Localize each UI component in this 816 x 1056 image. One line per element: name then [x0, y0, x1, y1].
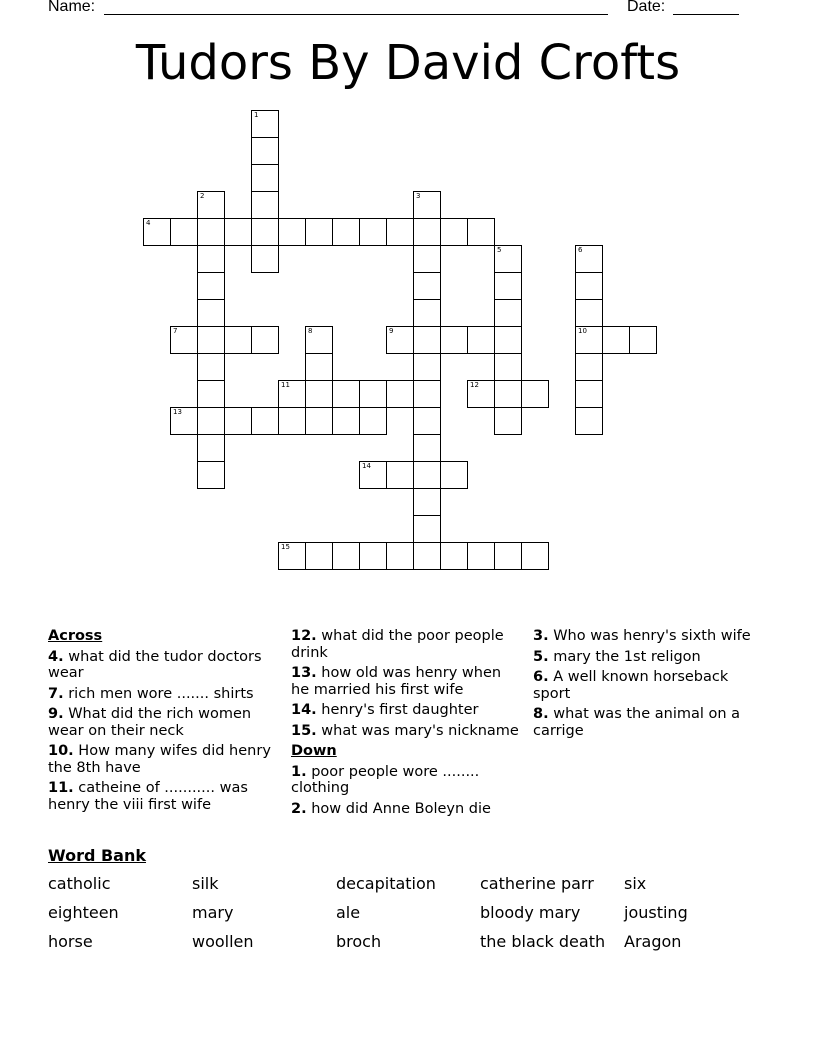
crossword-cell[interactable] [467, 542, 495, 570]
clue-number: 10 [578, 327, 587, 335]
clue-number: 9. [48, 706, 64, 722]
clue-number: 4. [48, 648, 64, 665]
crossword-cell[interactable] [494, 407, 522, 435]
crossword-cell[interactable] [575, 299, 603, 327]
crossword-cell[interactable] [197, 245, 225, 273]
crossword-cell[interactable] [467, 326, 495, 354]
word-bank-item: silk [192, 874, 219, 893]
crossword-cell[interactable] [278, 542, 306, 570]
clue-number: 5 [497, 246, 502, 254]
clue-text: how old was henry when he married his first wife [291, 665, 502, 698]
crossword-cell[interactable] [224, 407, 252, 435]
clue-text: what was mary's nickname [316, 722, 519, 739]
clue-text: rich men wore ....... shirts [63, 685, 254, 702]
clue-number: 3 [416, 192, 421, 200]
clue-text: how did Anne Boleyn die [306, 800, 491, 817]
clue-number: 8 [308, 327, 313, 335]
word-bank-item: bloody mary [480, 903, 581, 922]
crossword-cell[interactable] [332, 407, 360, 435]
name-label: Name: [48, 0, 96, 15]
word-bank-item: the black death [480, 932, 606, 951]
clue-item [291, 723, 519, 740]
clue-number: 7. [48, 685, 64, 702]
crossword-cell[interactable] [413, 515, 441, 543]
crossword-cell[interactable] [197, 407, 225, 435]
crossword-cell[interactable] [413, 191, 441, 219]
crossword-cell[interactable] [494, 272, 522, 300]
clue-number: 11. [48, 780, 74, 796]
crossword-cell[interactable] [494, 299, 522, 327]
crossword-cell[interactable] [521, 380, 549, 408]
crossword-cell[interactable] [413, 353, 441, 381]
clue-number: 13 [173, 408, 182, 416]
crossword-cell[interactable] [251, 137, 279, 165]
clue-text: What did the rich women wear on their neck [48, 706, 252, 739]
clue-item [533, 706, 761, 739]
clue-text: A well known horseback sport [533, 669, 729, 702]
crossword-cell[interactable] [197, 326, 225, 354]
crossword-cell[interactable] [386, 218, 414, 246]
clue-number: 9 [389, 327, 394, 335]
clue-item [291, 801, 519, 818]
crossword-cell[interactable] [413, 299, 441, 327]
crossword-cell[interactable] [575, 245, 603, 273]
clue-number: 6 [578, 246, 583, 254]
crossword-cell[interactable] [359, 218, 387, 246]
crossword-cell[interactable] [251, 218, 279, 246]
across-clue-list [48, 649, 276, 814]
clue-text: henry's first daughter [316, 702, 479, 718]
down-clue-list [291, 764, 519, 818]
crossword-cell[interactable] [332, 380, 360, 408]
crossword-cell[interactable] [359, 380, 387, 408]
clue-number: 10. [48, 743, 74, 759]
crossword-cell[interactable] [305, 353, 333, 381]
crossword-cell[interactable] [602, 326, 630, 354]
crossword-cell[interactable] [494, 326, 522, 354]
crossword-cell[interactable] [224, 326, 252, 354]
clue-item [291, 665, 519, 698]
clue-number: 7 [173, 327, 178, 335]
clue-text: what was the animal on a carrige [533, 706, 741, 739]
clue-text: How many wifes did henry the 8th have [48, 743, 271, 776]
crossword-cell[interactable] [224, 218, 252, 246]
clue-text: what did the poor people drink [291, 628, 504, 661]
clue-number: 11 [281, 381, 290, 389]
clue-text: mary the 1st religon [548, 648, 701, 665]
word-bank-item: catholic [48, 874, 111, 893]
clue-number: 5. [533, 648, 549, 665]
clue-text: what did the tudor doctors wear [48, 648, 262, 681]
word-bank-item: Aragon [624, 932, 682, 951]
crossword-cell[interactable] [440, 326, 468, 354]
crossword-cell[interactable] [170, 326, 198, 354]
crossword-cell[interactable] [305, 218, 333, 246]
crossword-cell[interactable] [278, 218, 306, 246]
crossword-cell[interactable] [521, 542, 549, 570]
word-bank-item: decapitation [336, 874, 436, 893]
crossword-cell[interactable] [413, 326, 441, 354]
crossword-cell[interactable] [575, 326, 603, 354]
word-bank-item: six [624, 874, 647, 893]
crossword-cell[interactable] [251, 326, 279, 354]
clue-item [291, 764, 519, 797]
clue-number: 2 [200, 192, 205, 200]
crossword-cell[interactable] [413, 407, 441, 435]
crossword-cell[interactable] [494, 245, 522, 273]
clue-item [48, 649, 276, 682]
crossword-cell[interactable] [251, 407, 279, 435]
crossword-cell[interactable] [332, 218, 360, 246]
crossword-cell[interactable] [305, 380, 333, 408]
crossword-cell[interactable] [494, 380, 522, 408]
crossword-cell[interactable] [197, 434, 225, 462]
crossword-cell[interactable] [278, 380, 306, 408]
crossword-cell[interactable] [170, 218, 198, 246]
clue-number: 3. [533, 628, 549, 644]
clues-column-2 [291, 628, 519, 821]
crossword-cell[interactable] [197, 461, 225, 489]
down-clue-list-continued [533, 628, 761, 739]
crossword-cell[interactable] [386, 461, 414, 489]
crossword-cell[interactable] [386, 542, 414, 570]
clue-item [533, 669, 761, 702]
crossword-cell[interactable] [413, 218, 441, 246]
word-bank-item: mary [192, 903, 234, 922]
crossword-cell[interactable] [251, 245, 279, 273]
clue-number: 4 [146, 219, 151, 227]
crossword-cell[interactable] [575, 353, 603, 381]
crossword-cell[interactable] [197, 353, 225, 381]
crossword-cell[interactable] [440, 542, 468, 570]
clue-number: 1 [254, 111, 259, 119]
crossword-cell[interactable] [251, 110, 279, 138]
crossword-cell[interactable] [305, 542, 333, 570]
clue-number: 15 [281, 543, 290, 551]
clue-item [48, 743, 276, 776]
clue-number: 12 [470, 381, 479, 389]
crossword-cell[interactable] [467, 218, 495, 246]
clues-column-3 [533, 628, 761, 743]
crossword-cell[interactable] [413, 542, 441, 570]
crossword-cell[interactable] [251, 164, 279, 192]
clue-item [533, 628, 761, 645]
crossword-cell[interactable] [440, 461, 468, 489]
clue-number: 6. [533, 669, 549, 685]
crossword-cell[interactable] [494, 542, 522, 570]
crossword-cell[interactable] [332, 542, 360, 570]
clue-number: 14. [291, 702, 317, 718]
crossword-cell[interactable] [467, 380, 495, 408]
across-clue-list-continued [291, 628, 519, 739]
clue-item [48, 780, 276, 813]
crossword-cell[interactable] [197, 191, 225, 219]
crossword-cell[interactable] [278, 407, 306, 435]
clue-item [291, 702, 519, 719]
clue-item [48, 706, 276, 739]
crossword-cell[interactable] [359, 542, 387, 570]
crossword-cell[interactable] [494, 353, 522, 381]
word-bank-item: broch [336, 932, 382, 951]
crossword-cell[interactable] [575, 272, 603, 300]
crossword-cell[interactable] [413, 380, 441, 408]
crossword-cell[interactable] [413, 245, 441, 273]
crossword-cell[interactable] [197, 218, 225, 246]
crossword-cell[interactable] [143, 218, 171, 246]
clues-column-1 [48, 628, 276, 817]
crossword-cell[interactable] [197, 380, 225, 408]
crossword-cell[interactable] [386, 326, 414, 354]
word-bank-item: horse [48, 932, 93, 951]
clue-item [533, 649, 761, 666]
crossword-cell[interactable] [197, 299, 225, 327]
clue-number: 12. [291, 628, 317, 644]
clue-text: Who was henry's sixth wife [548, 628, 751, 644]
crossword-cell[interactable] [413, 461, 441, 489]
word-bank-item: ale [336, 903, 361, 922]
word-bank-item: eighteen [48, 903, 119, 922]
clue-text: catheine of ........... was henry the viii first wife [48, 780, 248, 813]
crossword-cell[interactable] [305, 326, 333, 354]
clue-number: 15. [291, 722, 317, 739]
page-title: Tudors By David Crofts [135, 35, 681, 91]
word-bank-item: jousting [624, 903, 688, 922]
word-bank-item: catherine parr [480, 874, 594, 893]
crossword-cell[interactable] [170, 407, 198, 435]
clue-number: 1. [291, 763, 307, 780]
clue-number: 14 [362, 462, 371, 470]
clue-number: 8. [533, 706, 549, 722]
crossword-cell[interactable] [197, 272, 225, 300]
crossword-cell[interactable] [251, 191, 279, 219]
clue-number: 2. [291, 800, 307, 817]
crossword-cell[interactable] [305, 407, 333, 435]
across-heading: Across [48, 628, 103, 644]
crossword-cell[interactable] [413, 488, 441, 516]
crossword-cell[interactable] [413, 272, 441, 300]
crossword-cell[interactable] [575, 407, 603, 435]
clue-item [48, 686, 276, 703]
crossword-cell[interactable] [386, 380, 414, 408]
crossword-cell[interactable] [629, 326, 657, 354]
word-bank-item: woollen [192, 932, 254, 951]
crossword-cell[interactable] [440, 218, 468, 246]
crossword-cell[interactable] [359, 407, 387, 435]
clue-text: poor people wore ........ clothing [291, 763, 480, 796]
crossword-cell[interactable] [359, 461, 387, 489]
clue-item [291, 628, 519, 661]
crossword-cell[interactable] [575, 380, 603, 408]
clue-number: 13. [291, 665, 317, 681]
date-label: Date: [627, 0, 666, 15]
crossword-cell[interactable] [413, 434, 441, 462]
word-bank-title: Word Bank [48, 846, 147, 865]
down-heading: Down [291, 743, 337, 759]
